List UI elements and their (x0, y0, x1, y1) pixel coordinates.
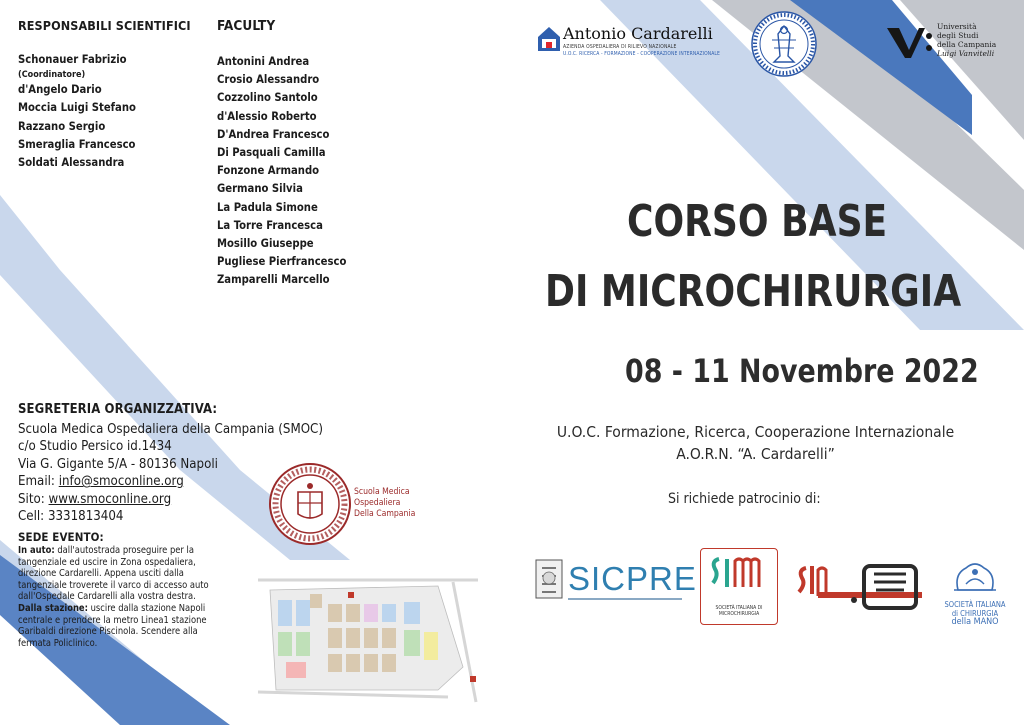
sicpre-logo (534, 558, 697, 606)
sede-stazione-label: Dalla stazione: (18, 602, 88, 614)
responsabili-member: Soldati Alessandra (18, 156, 125, 170)
sicm-line: di CHIRURGIA (951, 609, 999, 618)
university-seal-icon (750, 10, 818, 78)
sicpre-name: SICPRE (568, 560, 697, 597)
sede-stazione-text: uscire dalla stazione Napoli centrale e prendere la metro Linea1 stazione Garibaldi direzione Piscinola. Scendere alla fermata Policlinico. (18, 602, 207, 649)
sicpre-emblem-icon (534, 558, 566, 602)
email-link[interactable]: info@smoconline.org (58, 474, 184, 490)
responsabili-heading: RESPONSABILI SCIENTIFICI (18, 18, 191, 33)
sede-stazione (18, 603, 230, 649)
segreteria-line: c/o Studio Persico id.1434 (18, 439, 172, 455)
faculty-member: Antonini Andrea (217, 55, 310, 68)
cardarelli-subtitle-2: U.O.C. RICERCA - FORMAZIONE - COOPERAZIONE INTERNAZIONALE (563, 51, 720, 57)
sede-auto-text: dall'autostrada proseguire per la tangenziale ed uscire in Zona ospedaliera, direzione Cardarelli. Appena usciti dalla tangenziale troverete il varco di accesso auto dall'Ospedale Cardarelli alla vostra destra. (18, 545, 209, 603)
vanvitelli-v-icon (885, 24, 933, 60)
sicm-line: SOCIETÀ ITALIANA (944, 600, 1006, 609)
vanvitelli-logo (885, 22, 1005, 66)
cardarelli-name: Antonio Cardarelli (563, 24, 713, 43)
sim-logo (700, 548, 778, 625)
faculty-heading: FACULTY (217, 18, 276, 34)
course-dates: 08 - 11 Novembre 2022 (625, 352, 979, 390)
smoc-text (354, 487, 415, 520)
email-label: Email: (18, 474, 55, 490)
smoc-line: Ospedaliera (354, 498, 401, 508)
vanvitelli-line: della Campania (937, 40, 997, 49)
sede-heading: SEDE EVENTO: (18, 530, 104, 544)
cell-number: 3331813404 (47, 509, 124, 525)
faculty-member: Crosio Alessandro (217, 73, 320, 87)
faculty-member: Fonzone Armando (217, 164, 320, 178)
sicm-line: della MANO (951, 617, 999, 627)
responsabili-coordinator: Schonauer Fabrizio (18, 53, 127, 66)
responsabili-member: d'Angelo Dario (18, 83, 102, 97)
segreteria-line: Scuola Medica Ospedaliera della Campania (SMOC) (18, 422, 323, 437)
faculty-member: Zamparelli Marcello (217, 273, 330, 287)
faculty-member: Pugliese Pierfrancesco (217, 255, 347, 269)
sim-emblem-icon (709, 555, 769, 593)
crest-icon (952, 560, 998, 596)
responsabili-list (18, 51, 136, 172)
faculty-member: Cozzolino Santolo (217, 91, 318, 105)
vanvitelli-line: degli Studi (937, 31, 979, 40)
sicm-hand-text (938, 600, 1012, 627)
responsabili-member: Smeraglia Francesco (18, 137, 136, 151)
sede-auto-label: In auto: (18, 545, 55, 556)
sicm-emblem-icon (796, 560, 924, 614)
faculty-member: d'Alessio Roberto (217, 109, 317, 123)
cardarelli-subtitle: AZIENDA OSPEDALIERA DI RILIEVO NAZIONALE (563, 44, 677, 50)
sim-caption-line: MICROCHIRURGIA (718, 611, 760, 617)
cardarelli-logo (537, 20, 720, 68)
faculty-list (217, 53, 346, 290)
sicpre-caption-line (568, 598, 682, 601)
organizer-line1: U.O.C. Formazione, Ricerca, Cooperazione Internazionale (556, 423, 955, 441)
responsabili-coordinator-note: (Coordinatore) (18, 70, 86, 81)
faculty-member: La Torre Francesca (217, 218, 323, 232)
segreteria-heading: SEGRETERIA ORGANIZZATIVA: (18, 402, 218, 417)
course-title-line2: DI MICROCHIRURGIA (545, 266, 962, 317)
sede-directions (18, 545, 230, 649)
responsabili-member: Razzano Sergio (18, 119, 106, 133)
sim-caption-line: SOCIETÀ ITALIANA DI (715, 605, 763, 611)
faculty-member: D'Andrea Francesco (217, 127, 330, 141)
responsabili-member: Moccia Luigi Stefano (18, 101, 136, 115)
organizer-block (531, 421, 980, 465)
patronage-label: Si richiede patrocinio di: (668, 491, 821, 507)
hospital-map (248, 572, 480, 714)
faculty-member: Di Pasquali Camilla (217, 146, 326, 160)
sede-auto (18, 545, 230, 603)
sim-caption (705, 605, 773, 617)
site-label: Sito: (18, 491, 45, 507)
smoc-seal-icon (268, 462, 352, 546)
cardarelli-emblem-icon (537, 26, 561, 52)
faculty-member: La Padula Simone (217, 200, 318, 214)
website-link[interactable]: www.smoconline.org (48, 491, 172, 507)
segreteria-line: Via G. Gigante 5/A - 80136 Napoli (18, 456, 218, 472)
faculty-member: Mosillo Giuseppe (217, 237, 314, 251)
smoc-line: Scuola Medica (354, 487, 410, 497)
sicm-hand-logo (938, 560, 1012, 638)
smoc-line: Della Campania (354, 509, 416, 519)
course-title-line1: CORSO BASE (627, 196, 888, 247)
organizer-line2: A.O.R.N. “A. Cardarelli” (676, 445, 835, 463)
faculty-member: Germano Silvia (217, 182, 303, 196)
vanvitelli-line: Luigi Vanvitelli (937, 49, 995, 58)
vanvitelli-line: Università (937, 22, 977, 31)
vanvitelli-text (937, 22, 996, 58)
cell-label: Cell: (18, 509, 45, 525)
